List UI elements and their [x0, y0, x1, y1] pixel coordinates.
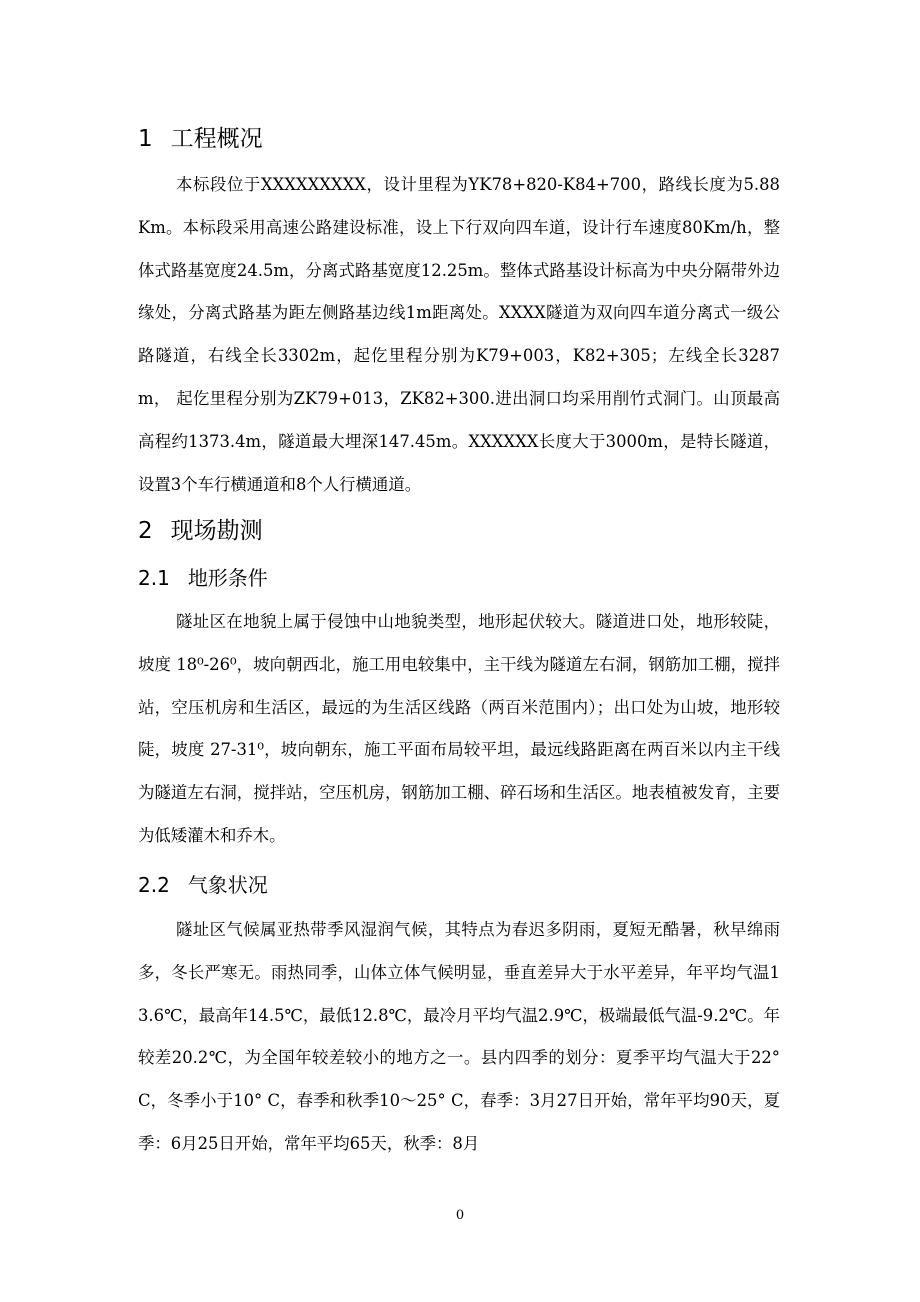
section-2-2-paragraph: 隧址区气候属亚热带季风湿润气候，其特点为春迟多阴雨，夏短无酷暑，秋早绵雨多，冬长严寒无。雨热同季，山体立体气候明显，垂直差异大于水平差异，年平均气温13.6℃，最高年14.5℃，最低12.8℃，最冷月平均气温2.9℃，极端最低气温-9.2℃。年较差20.2℃，为全国年较差较小的地方之一。县内四季的划分：夏季平均气温大于22° C，冬季小于10° C，春季和秋季10～25° C，春季：3月27日开始，常年平均90天，夏季：6月25日开始，常年平均65天，秋季：8月 [138, 920, 780, 1153]
section-2-2-number: 2.2 [138, 873, 170, 897]
section-1-title: 工程概况 [170, 126, 263, 152]
section-1-heading [138, 124, 263, 154]
section-2-1-paragraph: 隧址区在地貌上属于侵蚀中山地貌类型，地形起伏较大。隧道进口处，地形较陡，坡度 18⁰-26⁰，坡向朝西北，施工用电较集中，主干线为隧道左右洞，钢筋加工棚，搅拌站，空压机房和生活区，最远的为生活区线路（两百米范围内）；出口处为山坡，地形较陡，坡度 27-31⁰，坡向朝东，施工平面布局较平坦，最远线路距离在两百米以内主干线为隧道左右洞，搅拌站，空压机房，钢筋加工棚、碎石场和生活区。地表植被发育，主要为低矮灌木和乔木。 [138, 612, 780, 845]
section-1-number: 1 [138, 126, 153, 152]
section-2-number: 2 [138, 518, 153, 544]
section-2-title: 现场勘测 [170, 518, 263, 544]
section-2-1-heading [138, 564, 268, 592]
section-2-1-number: 2.1 [138, 566, 170, 590]
section-2-2-heading [138, 871, 268, 899]
section-2-2-title: 气象状况 [187, 873, 268, 897]
section-1-paragraph: 本标段位于XXXXXXXXX，设计里程为YK78+820-K84+700，路线长度为5.88Km。本标段采用高速公路建设标准，设上下行双向四车道，设计行车速度80Km/h，整体式路基宽度24.5m，分离式路基宽度12.25m。整体式路基设计标高为中央分隔带外边缘处，分离式路基为距左侧路基边线1m距离处。XXXX隧道为双向四车道分离式一级公路隧道，右线全长3302m，起仡里程分别为K79+003，K82+305；左线全长3287m， 起仡里程分别为ZK79+013，ZK82+300.进出洞口均采用削竹式洞门。山顶最高高程约1373.4m，隧道最大埋深147.45m。XXXXXX长度大于3000m，是特长隧道，设置3个车行横通道和8个人行横通道。 [138, 175, 780, 494]
page-number: 0 [455, 1208, 465, 1223]
section-2-1-title: 地形条件 [187, 566, 268, 590]
section-2-heading [138, 516, 263, 546]
